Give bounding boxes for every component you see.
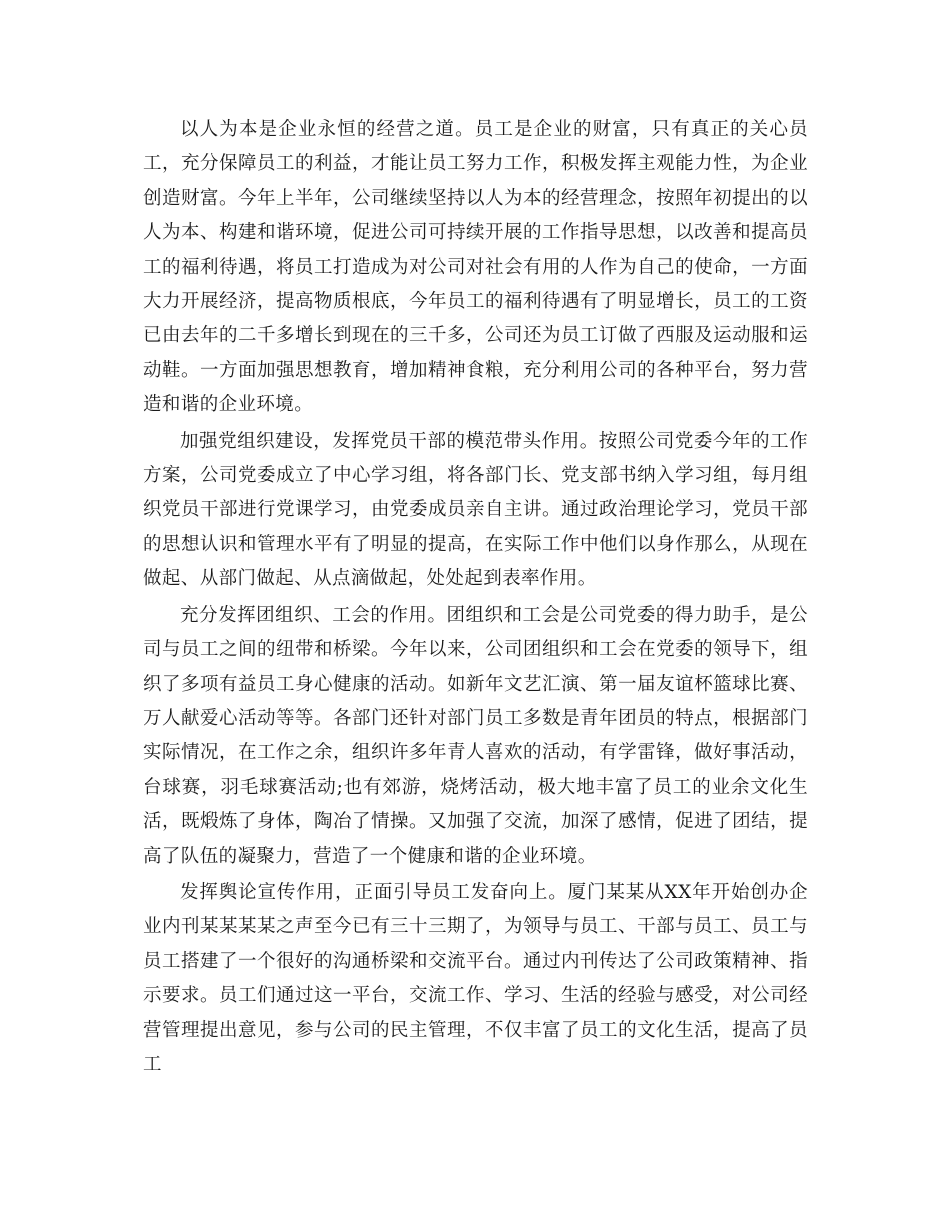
paragraph-party-building: 加强党组织建设，发挥党员干部的模范带头作用。按照公司党委今年的工作方案，公司党委成立了中心学习组，将各部门长、党支部书纳入学习组，每月组织党员干部进行党课学习，由党委成员亲自主讲。通过政治理论学习，党员干部的思想认识和管理水平有了明显的提高，在实际工作中他们以身作那么，从现在做起、从部门做起、从点滴做起，处处起到表率作用。	[143, 430, 808, 590]
document-body	[143, 113, 808, 1084]
paragraph-publicity: 发挥舆论宣传作用，正面引导员工发奋向上。厦门某某从XX年开始创办企业内刊某某某某之声至今已有三十三期了，为领导与员工、干部与员工、员工与员工搭建了一个很好的沟通桥梁和交流平台。通过内刊传达了公司政策精神、指示要求。员工们通过这一平台，交流工作、学习、生活的经验与感受，对公司经营管理提出意见，参与公司的民主管理，不仅丰富了员工的文化生活，提高了员工	[143, 881, 808, 1075]
paragraph-league-union: 充分发挥团组织、工会的作用。团组织和工会是公司党委的得力助手，是公司与员工之间的纽带和桥梁。今年以来，公司团组织和工会在党委的领导下，组织了多项有益员工身心健康的活动。如新年文艺汇演、第一届友谊杯篮球比赛、万人献爱心活动等等。各部门还针对部门员工多数是青年团员的特点，根据部门实际情况，在工作之余，组织许多年青人喜欢的活动，有学雷锋，做好事活动，台球赛，羽毛球赛活动;也有郊游，烧烤活动，极大地丰富了员工的业余文化生活，既煅炼了身体，陶冶了情操。又加强了交流，加深了感情，促进了团结，提高了队伍的凝聚力，营造了一个健康和谐的企业环境。	[143, 604, 808, 867]
paragraph-people-oriented: 以人为本是企业永恒的经营之道。员工是企业的财富，只有真正的关心员工，充分保障员工的利益，才能让员工努力工作，积极发挥主观能力性，为企业创造财富。今年上半年，公司继续坚持以人为本的经营理念，按照年初提出的以人为本、构建和谐环境，促进公司可持续开展的工作指导思想，以改善和提高员工的福利待遇，将员工打造成为对公司对社会有用的人作为自己的使命，一方面大力开展经济，提高物质根底，今年员工的福利待遇有了明显增长，员工的工资已由去年的二千多增长到现在的三千多，公司还为员工订做了西服及运动服和运动鞋。一方面加强思想教育，增加精神食粮，充分利用公司的各种平台，努力营造和谐的企业环境。	[143, 119, 808, 416]
